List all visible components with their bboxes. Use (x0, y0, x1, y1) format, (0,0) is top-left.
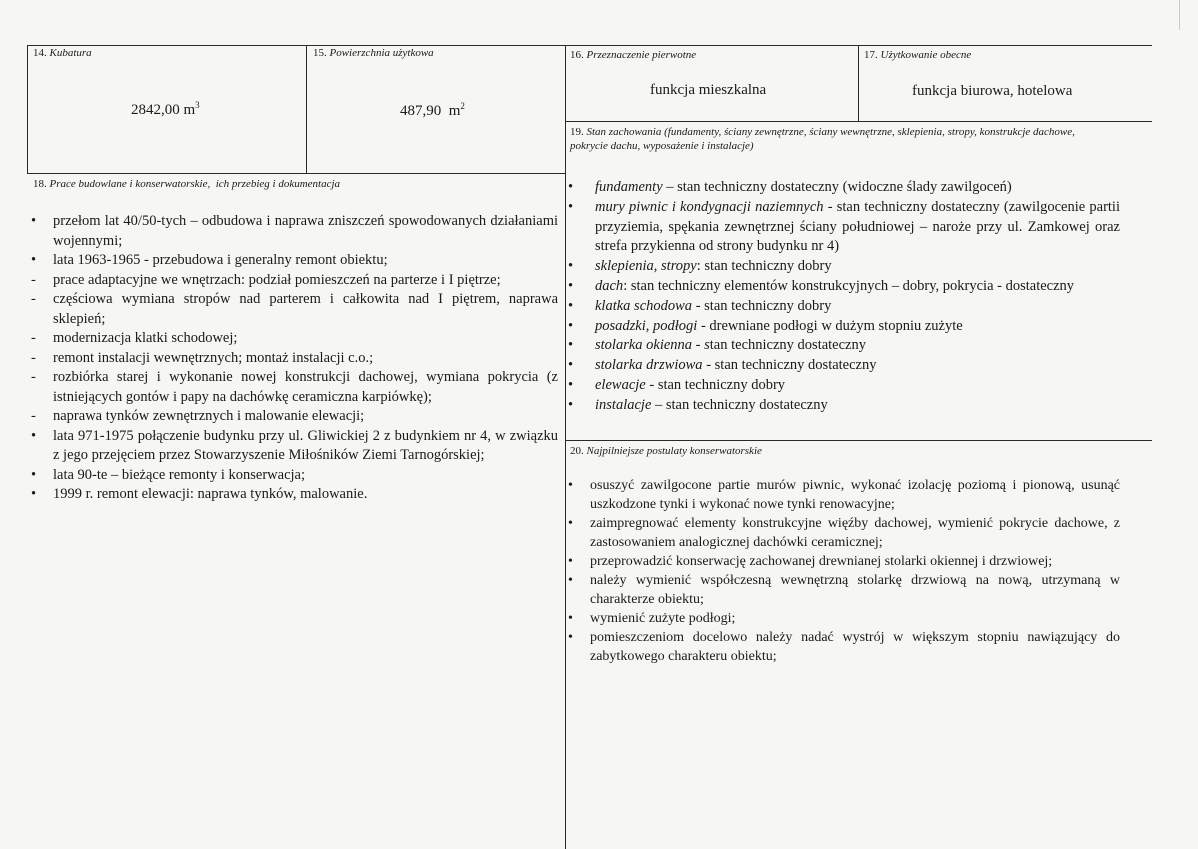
cell-16-title: Przeznaczenie pierwotne (586, 49, 697, 61)
row-divider-19-20 (565, 440, 1152, 441)
list-item (568, 178, 1120, 198)
list-marker: - (31, 408, 36, 424)
cubature-unit-exponent: 3 (195, 100, 200, 110)
list-item-text: pomieszczeniom docelowo należy nadać wystrój w większym stopniu nawiązujący do zabytkowego charakteru obiektu; (590, 630, 1120, 664)
list-marker: - (31, 330, 36, 346)
cell-15-number: 15. (313, 47, 327, 59)
list-marker: • (568, 258, 574, 275)
list-marker: • (31, 486, 37, 502)
usable-area-number: 487,90 m (400, 103, 461, 119)
condition-term: klatka schodowa (595, 297, 693, 314)
list-marker: • (568, 478, 573, 493)
list-item-text: remont instalacji wewnętrznych; montaż instalacji c.o.; (53, 349, 374, 366)
condition-text: - stan techniczny dobry (645, 376, 786, 393)
list-item-text: modernizacja klatki schodowej; (53, 330, 238, 346)
list-item-text: 1999 r. remont elewacji: naprawa tynków, malowanie. (53, 486, 368, 502)
list-marker: • (568, 277, 574, 294)
list-item (568, 356, 1120, 376)
cell-14-title: Kubatura (49, 47, 92, 59)
condition-term: instalacje (595, 396, 652, 413)
list-marker: • (568, 376, 574, 393)
list-item (31, 271, 558, 291)
original-purpose-value: funkcja mieszkalna (650, 82, 767, 98)
list-item (568, 277, 1120, 297)
divider-14-15 (306, 45, 307, 174)
list-item (31, 485, 558, 505)
list-marker: • (568, 357, 574, 374)
condition-list (568, 178, 1120, 416)
condition-text: - stan techniczny dostateczny (zawilgocenie partii przyziemia, spękania zewnętrznej ściany południowej – naroże przy ul. Zamkowej oraz strefa przykienna od strony budynku nr 4) (595, 198, 1120, 255)
cell-16-number: 16. (570, 49, 584, 61)
condition-term: mury piwnic i kondygnacji naziemnych (595, 198, 824, 215)
list-item (568, 552, 1120, 571)
list-marker: • (568, 396, 574, 413)
list-marker: • (568, 516, 573, 531)
list-marker: - (31, 369, 36, 385)
list-item (31, 466, 558, 486)
list-item (568, 317, 1120, 337)
list-marker: - (31, 291, 36, 307)
condition-term: sklepienia, stropy (595, 258, 697, 275)
cell-20-title: Najpilniejsze postulaty konserwatorskie (586, 445, 762, 457)
list-item (568, 609, 1120, 628)
cell-20-number: 20. (570, 445, 584, 457)
row-divider-left (27, 173, 565, 174)
list-item-text: częściowa wymiana stropów nad parterem i całkowita nad I piętrem, naprawa sklepień; (53, 291, 558, 327)
list-marker: • (568, 317, 574, 334)
list-item (568, 257, 1120, 277)
condition-text: tan techniczny dostateczny (709, 337, 866, 354)
top-border (27, 45, 1152, 46)
usable-area-value (400, 101, 465, 120)
list-item-text: lata 971-1975 połączenie budynku przy ul. Gliwickiej 2 z budynkiem nr 4, w związku z jego przejęciem przez Stowarzyszenie Miłośników Ziemi Tarnogórskiej; (53, 427, 558, 463)
condition-text: – stan techniczny dostateczny (651, 396, 828, 413)
condition-text: - drewniane podłogi w dużym stopniu zużyte (697, 317, 963, 334)
cell-17-title: Użytkowanie obecne (880, 49, 972, 61)
condition-term: fundamenty (595, 179, 663, 195)
list-marker: • (31, 427, 37, 444)
list-marker: • (568, 573, 573, 588)
list-item (31, 368, 558, 407)
condition-term: posadzki, podłogi (595, 317, 698, 334)
cell-18-label (33, 178, 340, 190)
cell-14-number: 14. (33, 47, 47, 59)
list-item (31, 427, 558, 466)
postulates-list (568, 476, 1120, 666)
list-item-text: należy wymienić współczesną wewnętrzną stolarkę drzwiową na nową, utrzymaną w charakterze obiektu; (590, 573, 1120, 607)
list-item (568, 571, 1120, 609)
list-marker: - (31, 271, 36, 288)
list-marker: • (568, 630, 573, 645)
current-use-value: funkcja biurowa, hotelowa (912, 83, 1073, 99)
condition-text: – stan techniczny dostateczny (widoczne ślady zawilgoceń) (662, 179, 1012, 195)
divider-16-17 (858, 45, 859, 122)
condition-term: stolarka drzwiowa (595, 357, 703, 374)
cubature-number: 2842,00 m (131, 102, 196, 118)
list-item (31, 251, 558, 271)
works-list (31, 212, 558, 505)
list-item-text: prace adaptacyjne we wnętrzach: podział pomieszczeń na parterze i I piętrze; (53, 271, 501, 288)
list-item-text: naprawa tynków zewnętrznych i malowanie elewacji; (53, 408, 365, 424)
cell-18-title: Prace budowlane i konserwatorskie, ich przebieg i dokumentacja (49, 178, 341, 190)
list-item (31, 290, 558, 329)
cell-19-number: 19. (570, 126, 584, 138)
list-item (568, 297, 1120, 317)
list-item (31, 212, 558, 251)
list-marker: - (31, 349, 36, 366)
list-item-text: lata 1963-1965 - przebudowa i generalny remont obiektu; (53, 252, 388, 268)
condition-term: dach (595, 277, 624, 294)
cell-15-title: Powierzchnia użytkowa (329, 47, 434, 59)
list-item-text: przełom lat 40/50-tych – odbudowa i naprawa zniszczeń spowodowanych działaniami wojennymi; (53, 213, 558, 249)
scan-edge-mark (1179, 0, 1196, 30)
list-item (31, 329, 558, 349)
list-item-text: osuszyć zawilgocone partie murów piwnic, wykonać izolację poziomą i pionową, usunąć uszkodzone tynki i wykonać nowe tynki renowacyjne; (590, 478, 1120, 512)
list-marker: • (568, 611, 573, 626)
cell-20-label (570, 445, 762, 457)
cell-15-label (313, 47, 434, 59)
list-item (568, 376, 1120, 396)
list-item (568, 514, 1120, 552)
condition-text: - stan techniczny dostateczny (702, 357, 877, 374)
cell-16-label (570, 49, 696, 61)
list-marker: • (568, 179, 574, 195)
list-item (568, 628, 1120, 666)
cell-19-label (570, 125, 1090, 153)
list-marker: • (31, 213, 37, 229)
list-item (568, 396, 1120, 416)
cell-14-label (33, 47, 92, 59)
center-divider (565, 45, 566, 849)
list-item-text: zaimpregnować elementy konstrukcyjne więźby dachowej, wymienić pokrycie dachowe, z zastosowaniem analogicznej dachówki ceramicznej; (590, 516, 1120, 550)
condition-text: : stan techniczny elementów konstrukcyjnych – dobry, pokrycia - dostateczny (623, 277, 1075, 294)
list-item (568, 198, 1120, 257)
cubature-value (131, 100, 200, 119)
usable-area-unit-exponent: 2 (460, 101, 465, 111)
condition-term: elewacje (595, 376, 646, 393)
list-item-text: rozbiórka starej i wykonanie nowej konstrukcji dachowej, wymiana pokrycia (z istniejących gontów i papy na dachówkę ceramiczna karpiówkę); (53, 369, 558, 405)
list-marker: • (568, 554, 573, 569)
condition-text: : stan techniczny dobry (696, 258, 832, 275)
condition-term: stolarka okienna - s (595, 337, 710, 354)
list-item (568, 336, 1120, 356)
list-item (31, 407, 558, 427)
list-item-text: przeprowadzić konserwację zachowanej drewnianej stolarki okiennej i drzwiowej; (590, 554, 1053, 569)
list-item (31, 349, 558, 369)
list-marker: • (31, 252, 37, 268)
cell-19-title: Stan zachowania (fundamenty, ściany zewnętrzne, ściany wewnętrzne, sklepienia, stropy, konstrukcje dachowe, pokrycie dachu, wyposażenie i instalacje) (570, 126, 1075, 152)
list-marker: • (568, 297, 574, 314)
list-marker: • (568, 337, 574, 354)
condition-text: - stan techniczny dobry (692, 297, 832, 314)
cell-17-label (864, 49, 971, 61)
list-item-text: wymienić zużyte podłogi; (590, 611, 736, 626)
left-border (27, 45, 28, 174)
list-item (568, 476, 1120, 514)
list-item-text: lata 90-te – bieżące remonty i konserwacja; (53, 466, 306, 483)
cell-18-number: 18. (33, 178, 47, 190)
list-marker: • (568, 198, 574, 215)
cell-17-number: 17. (864, 49, 878, 61)
list-marker: • (31, 466, 37, 483)
